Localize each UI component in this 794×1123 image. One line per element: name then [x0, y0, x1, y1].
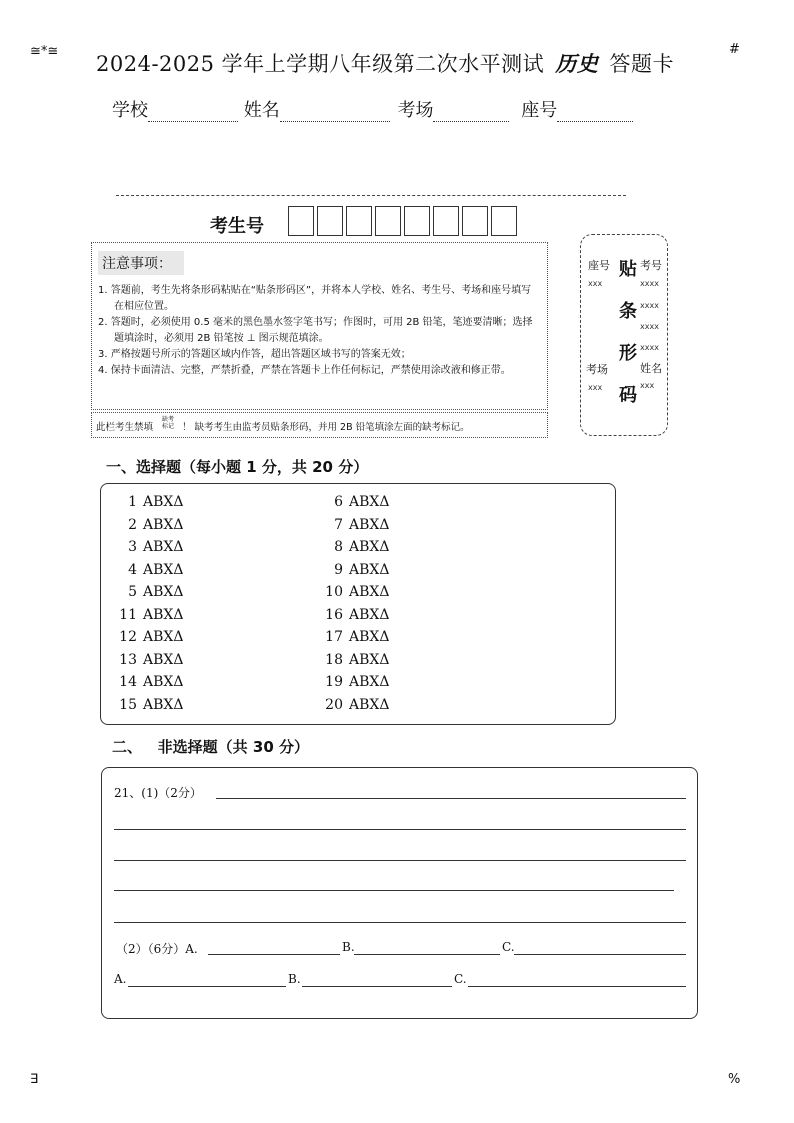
exam-room-field[interactable] [433, 103, 509, 122]
exam-number-label: 考生号 [210, 216, 264, 237]
school-label: 学校 [112, 100, 148, 121]
answer-line[interactable] [114, 829, 686, 830]
choice-answer-box [100, 483, 616, 725]
answer-options[interactable]: ABXΔ [143, 539, 184, 555]
name-label: 姓名 [243, 100, 280, 121]
question-number: 6 [334, 494, 343, 510]
exam-room-label: 考场 [397, 100, 434, 121]
question-number: 9 [334, 561, 343, 578]
question-number: 17 [325, 629, 343, 645]
answer-line-3c[interactable] [468, 986, 686, 987]
answer-options[interactable]: ABXΔ [143, 606, 184, 623]
answer-options[interactable]: ABXΔ [143, 674, 184, 690]
exam-number-box[interactable] [404, 206, 430, 236]
choice-question [319, 539, 389, 555]
page-title [96, 48, 674, 78]
question-number: 11 [119, 606, 137, 623]
notice-item: 2. 答题时，必须使用 0.5 毫米的黑色墨水签字笔书写；作图时，可用 2B 铅笔，笔迹要清晰；选择题填涂时，必须用 2B 铅笔按 ⊥ 图示规范填涂。 [98, 317, 533, 344]
sticker-name-value: xxx [640, 381, 655, 390]
answer-line[interactable] [114, 922, 686, 923]
question-number: 12 [119, 629, 137, 645]
q21-part1-label: 21、(1)（2分） [114, 786, 202, 800]
question-number: 16 [325, 606, 343, 623]
answer-options[interactable]: ABXΔ [143, 494, 184, 510]
absent-mark-row [91, 412, 548, 438]
question-number: 4 [128, 561, 137, 578]
answer-options[interactable]: ABXΔ [349, 539, 390, 555]
choice-question [113, 562, 183, 578]
question-number: 18 [325, 651, 343, 668]
choice-question [319, 607, 389, 623]
answer-options[interactable]: ABXΔ [349, 516, 390, 533]
sticker-char-4: 码 [619, 385, 637, 406]
answer-line-3a[interactable] [128, 986, 286, 987]
q21-row3-a-label: A. [114, 972, 127, 986]
section1-title: 一、选择题（每小题 1 分，共 20 分） [106, 458, 369, 476]
answer-line-3b[interactable] [302, 986, 452, 987]
exam-number-box[interactable] [433, 206, 459, 236]
corner-mark-bottom-right: % [728, 1072, 741, 1087]
sticker-exam-no-4: xxxx [640, 343, 659, 352]
question-number: 14 [119, 674, 137, 690]
sticker-room-label: 考场 [586, 363, 608, 376]
question-number: 2 [128, 516, 137, 533]
answer-options[interactable]: ABXΔ [349, 561, 390, 578]
absent-mark-box[interactable]: 缺考标记 [162, 416, 175, 430]
exam-number-box[interactable] [346, 206, 372, 236]
exam-number-box[interactable] [288, 206, 314, 236]
choice-question [113, 652, 183, 668]
answer-line-2c[interactable] [514, 954, 686, 955]
choice-question [319, 629, 389, 645]
notice-item: 4. 保持卡面清洁、完整，严禁折叠，严禁在答题卡上作任何标记，严禁使用涂改液和修正带。 [98, 365, 511, 376]
answer-options[interactable]: ABXΔ [143, 629, 184, 645]
notice-heading: 注意事项： [98, 251, 184, 275]
answer-options[interactable]: ABXΔ [349, 629, 390, 645]
question-number: 1 [128, 494, 137, 510]
answer-line[interactable] [216, 798, 686, 799]
sticker-seat-label: 座号 [588, 259, 610, 272]
answer-options[interactable]: ABXΔ [143, 516, 184, 533]
choice-question [319, 674, 389, 690]
choice-question [113, 674, 183, 690]
answer-options[interactable]: ABXΔ [349, 584, 390, 600]
answer-options[interactable]: ABXΔ [143, 651, 184, 668]
choice-question [113, 697, 183, 713]
barcode-sticker-area [580, 234, 668, 436]
question-number: 15 [119, 696, 137, 713]
answer-options[interactable]: ABXΔ [349, 674, 390, 690]
title-suffix: 答题卡 [609, 52, 675, 76]
corner-mark-top-right: # [729, 42, 740, 57]
school-field[interactable] [148, 103, 238, 122]
question-number: 3 [128, 539, 137, 555]
title-prefix: 2024-2025 学年上学期八年级第二次水平测试 [96, 52, 545, 76]
exam-number-box[interactable] [375, 206, 401, 236]
answer-line[interactable] [114, 890, 674, 891]
essay-answer-box [101, 767, 698, 1019]
choice-question [319, 494, 389, 510]
sticker-exam-no-3: xxxx [640, 322, 659, 331]
choice-question [319, 562, 389, 578]
choice-question [113, 629, 183, 645]
choice-question [319, 652, 389, 668]
name-field[interactable] [280, 103, 390, 122]
answer-options[interactable]: ABXΔ [349, 651, 390, 668]
question-number: 20 [325, 696, 343, 713]
q21-part2-label: （2）（6分）A. [116, 942, 198, 956]
answer-options[interactable]: ABXΔ [143, 584, 184, 600]
sticker-exam-no-2: xxxx [640, 301, 659, 310]
question-number: 19 [325, 674, 343, 690]
question-number: 10 [325, 584, 343, 600]
q21-part2-c-label: C. [502, 940, 515, 954]
choice-question [113, 517, 183, 533]
choice-question [319, 517, 389, 533]
notice-item: 1. 答题前，考生先将条形码粘贴在“贴条形码区”，并将本人学校、姓名、考生号、考场和座号填写在相应位置。 [98, 285, 532, 312]
question-number: 5 [128, 584, 137, 600]
exam-number-box[interactable] [491, 206, 517, 236]
sticker-room-value: xxx [588, 383, 603, 392]
answer-options[interactable]: ABXΔ [143, 561, 184, 578]
seat-label: 座号 [521, 100, 558, 121]
sticker-exam-no-1: xxxx [640, 279, 659, 288]
choice-question [113, 584, 183, 600]
choice-question [319, 697, 389, 713]
exam-number-box[interactable] [462, 206, 488, 236]
corner-mark-bottom-left: ∃ [30, 1072, 39, 1087]
q21-part2-b-label: B. [342, 940, 355, 954]
student-info-row [112, 96, 633, 122]
subject-name: 历史 [555, 51, 599, 76]
notice-box [91, 242, 548, 410]
section2-title: 二、 非选择题（共 30 分） [112, 738, 309, 756]
q21-row3-b-label: B. [288, 972, 301, 986]
choice-question [319, 584, 389, 600]
exam-number-box[interactable] [317, 206, 343, 236]
answer-options[interactable]: ABXΔ [349, 696, 390, 713]
sticker-char-2: 条 [619, 301, 637, 322]
question-number: 7 [334, 516, 343, 533]
answer-options[interactable]: ABXΔ [349, 606, 390, 623]
sticker-char-1: 贴 [619, 259, 637, 280]
sticker-exam-no-label: 考号 [640, 259, 662, 272]
answer-options[interactable]: ABXΔ [349, 494, 390, 510]
choice-question [113, 539, 183, 555]
choice-question [113, 494, 183, 510]
notice-list [98, 283, 538, 379]
corner-mark-top-left: ≅*≅ [30, 44, 59, 59]
choice-question [113, 607, 183, 623]
q21-row3-c-label: C. [454, 972, 467, 986]
question-number: 8 [334, 539, 343, 555]
answer-line[interactable] [114, 860, 686, 861]
absent-note: ！ 缺考考生由监考员贴条形码，并用 2B 铅笔填涂左面的缺考标记。 [182, 422, 470, 433]
answer-line-2b[interactable] [354, 954, 500, 955]
answer-options[interactable]: ABXΔ [143, 696, 184, 713]
notice-item: 3. 严格按题号所示的答题区域内作答，超出答题区域书写的答案无效； [98, 349, 411, 360]
question-number: 13 [119, 651, 137, 668]
cut-line [116, 195, 626, 196]
sticker-name-label: 姓名 [640, 362, 662, 375]
sticker-char-3: 形 [619, 343, 637, 364]
answer-line-2a[interactable] [208, 954, 340, 955]
seat-field[interactable] [557, 103, 633, 122]
sticker-seat-value: xxx [588, 279, 603, 288]
absent-label: 此栏考生禁填 [96, 422, 154, 433]
exam-number-boxes [288, 206, 520, 236]
